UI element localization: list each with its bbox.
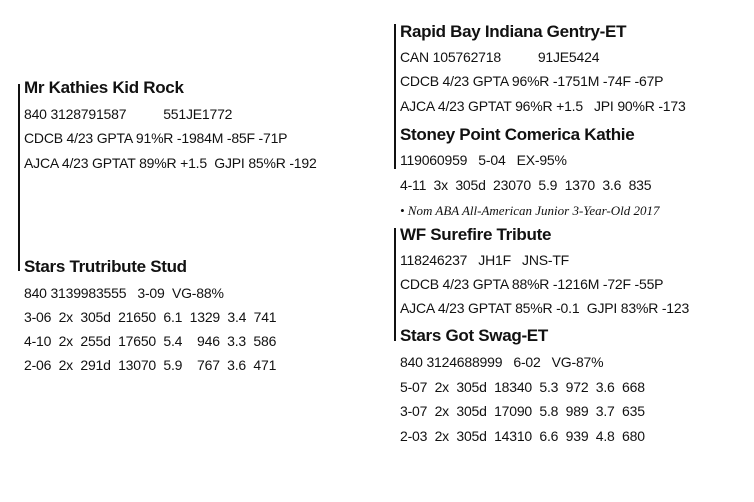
sire-reg-line: 840 3128791587 551JE1772 [24, 106, 233, 122]
dam-sire-cdcb-line: CDCB 4/23 GPTA 88%R -1216M -72F -55P [400, 276, 664, 292]
dam-record-line: 2-06 2x 291d 13070 5.9 767 3.6 471 [24, 357, 277, 373]
dam-dam-record-line: 3-07 2x 305d 17090 5.8 989 3.7 635 [400, 403, 645, 419]
sire-dam-reg-line: 119060959 5-04 EX-95% [400, 152, 567, 168]
sire-sire-reg-line: CAN 105762718 91JE5424 [400, 49, 600, 65]
pedigree-bracket-right-top [394, 24, 396, 169]
sire-cdcb-line: CDCB 4/23 GPTA 91%R -1984M -85F -71P [24, 130, 288, 146]
dam-sire-reg-line: 118246237 JH1F JNS-TF [400, 252, 570, 268]
dam-sire-name: WF Surefire Tribute [400, 225, 552, 244]
sire-dam-name: Stoney Point Comerica Kathie [400, 125, 635, 144]
dam-name: Stars Trutribute Stud [24, 257, 187, 276]
pedigree-bracket-right-bottom [394, 228, 396, 341]
sire-sire-cdcb-line: CDCB 4/23 GPTA 96%R -1751M -74F -67P [400, 73, 664, 89]
dam-record-line: 3-06 2x 305d 21650 6.1 1329 3.4 741 [24, 309, 277, 325]
dam-record-line: 4-10 2x 255d 17650 5.4 946 3.3 586 [24, 333, 277, 349]
sire-ajca-line: AJCA 4/23 GPTAT 89%R +1.5 GJPI 85%R -192 [24, 155, 317, 171]
sire-dam-award-note: • Nom ABA All-American Junior 3-Year-Old 2017 [400, 203, 660, 218]
sire-sire-name: Rapid Bay Indiana Gentry-ET [400, 22, 627, 41]
dam-dam-record-line: 5-07 2x 305d 18340 5.3 972 3.6 668 [400, 379, 645, 395]
dam-reg-line: 840 3139983555 3-09 VG-88% [24, 285, 224, 301]
sire-dam-record-line: 4-11 3x 305d 23070 5.9 1370 3.6 835 [400, 177, 652, 193]
pedigree-bracket-left [18, 84, 20, 271]
sire-name: Mr Kathies Kid Rock [24, 78, 184, 97]
dam-dam-record-line: 2-03 2x 305d 14310 6.6 939 4.8 680 [400, 428, 645, 444]
sire-sire-ajca-line: AJCA 4/23 GPTAT 96%R +1.5 JPI 90%R -173 [400, 98, 686, 114]
dam-sire-ajca-line: AJCA 4/23 GPTAT 85%R -0.1 GJPI 83%R -123 [400, 300, 690, 316]
dam-dam-name: Stars Got Swag-ET [400, 326, 548, 345]
dam-dam-reg-line: 840 3124688999 6-02 VG-87% [400, 354, 604, 370]
